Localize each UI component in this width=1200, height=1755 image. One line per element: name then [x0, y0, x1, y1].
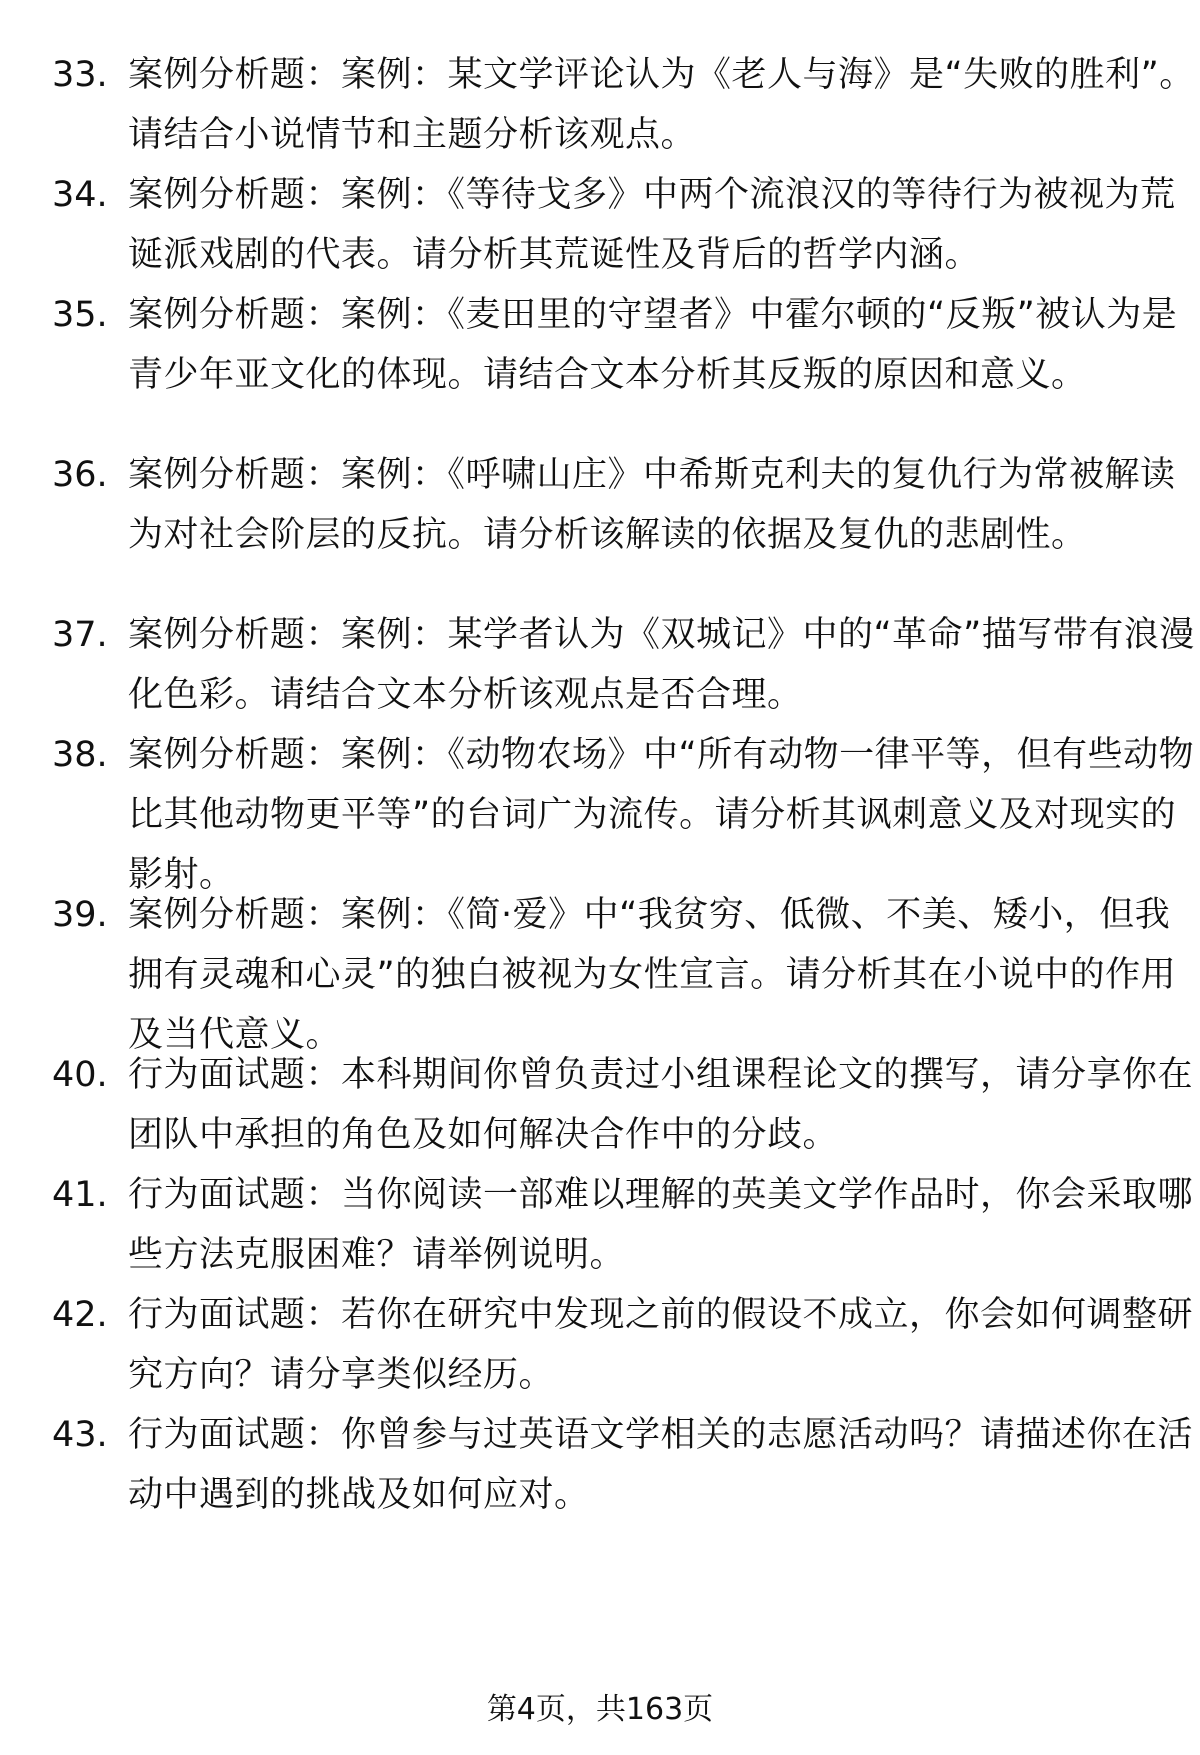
question-number: 33. [52, 55, 108, 95]
question-number: 42. [52, 1295, 108, 1335]
question-text: 案例分析题：案例：《麦田里的守望者》中霍尔顿的“反叛”被认为是青少年亚文化的体现。请结合文本分析其反叛的原因和意义。 [128, 295, 1178, 395]
page-footer: 第4页，共163页 [486, 1692, 714, 1727]
question-number: 34. [52, 175, 108, 215]
question-text: 行为面试题：本科期间你曾负责过小组课程论文的撰写，请分享你在团队中承担的角色及如何解决合作中的分歧。 [128, 1055, 1194, 1155]
question-number: 39. [52, 895, 108, 935]
question-text: 案例分析题：案例：某学者认为《双城记》中的“革命”描写带有浪漫化色彩。请结合文本分析该观点是否合理。 [128, 615, 1195, 715]
question-text: 行为面试题：你曾参与过英语文学相关的志愿活动吗？请描述你在活动中遇到的挑战及如何应对。 [128, 1415, 1194, 1515]
question-text: 案例分析题：案例：某文学评论认为《老人与海》是“失败的胜利”。请结合小说情节和主题分析该观点。 [128, 55, 1195, 155]
question-text: 行为面试题：若你在研究中发现之前的假设不成立，你会如何调整研究方向？请分享类似经历。 [128, 1295, 1194, 1395]
question-number: 41. [52, 1175, 108, 1215]
question-text: 行为面试题：当你阅读一部难以理解的英美文学作品时，你会采取哪些方法克服困难？请举例说明。 [128, 1175, 1194, 1275]
question-number: 36. [52, 455, 108, 495]
question-number: 43. [52, 1415, 108, 1455]
question-text: 案例分析题：案例：《动物农场》中“所有动物一律平等，但有些动物比其他动物更平等”的台词广为流传。请分析其讽刺意义及对现实的影射。 [128, 735, 1195, 895]
question-number: 37. [52, 615, 108, 655]
question-text: 案例分析题：案例：《等待戈多》中两个流浪汉的等待行为被视为荒诞派戏剧的代表。请分析其荒诞性及背后的哲学内涵。 [128, 175, 1176, 275]
question-number: 35. [52, 295, 108, 335]
question-text: 案例分析题：案例：《简·爱》中“我贫穷、低微、不美、矮小，但我拥有灵魂和心灵”的独白被视为女性宣言。请分析其在小说中的作用及当代意义。 [128, 895, 1177, 1055]
question-text: 案例分析题：案例：《呼啸山庄》中希斯克利夫的复仇行为常被解读为对社会阶层的反抗。请分析该解读的依据及复仇的悲剧性。 [128, 455, 1176, 555]
question-number: 38. [52, 735, 108, 775]
question-number: 40. [52, 1055, 108, 1095]
